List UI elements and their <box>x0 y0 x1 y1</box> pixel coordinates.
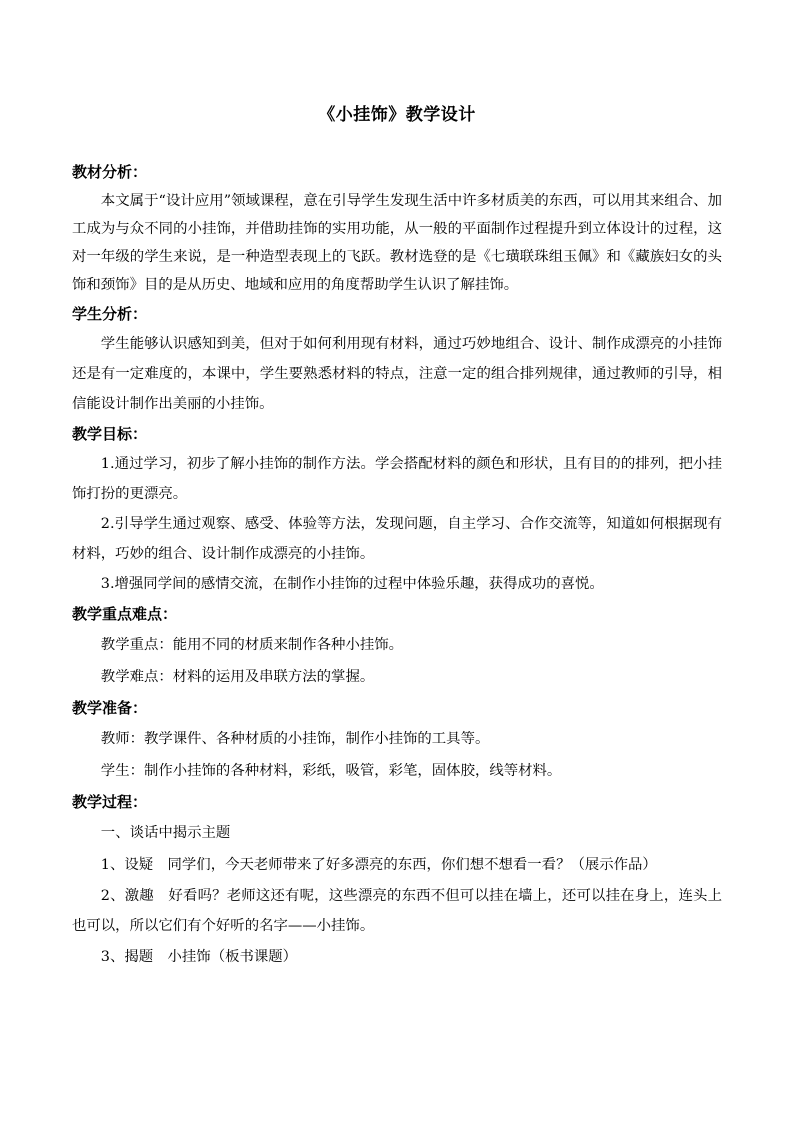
objective-item-1: 1.通过学习，初步了解小挂饰的制作方法。学会搭配材料的颜色和形状，且有目的的排列，把小挂饰打扮的更漂亮。 <box>72 456 722 502</box>
preparation-item-student: 学生：制作小挂饰的各种材料，彩纸，吸管，彩笔，固体胶，线等材料。 <box>100 763 562 779</box>
process-item-3: 2、激趣 好看吗？老师这还有呢，这些漂亮的东西不但可以挂在墙上，还可以挂在身上，连头上也可以，所以它们有个好听的名字——小挂饰。 <box>72 888 722 934</box>
heading-key-points: 教学重点难点： <box>72 605 178 623</box>
preparation-item-teacher: 教师：教学课件、各种材质的小挂饰，制作小挂饰的工具等。 <box>100 731 490 747</box>
key-point-item-1: 教学重点：能用不同的材质来制作各种小挂饰。 <box>100 637 404 653</box>
document-title: 《小挂饰》教学设计 <box>318 105 476 125</box>
objective-item-2: 2.引导学生通过观察、感受、体验等方法，发现问题，自主学习、合作交流等，知道如何根据现有材料，巧妙的组合、设计制作成漂亮的小挂饰。 <box>72 516 722 562</box>
process-item-4: 3、揭题 小挂饰（板书课题） <box>100 949 298 965</box>
heading-materials-analysis: 教材分析： <box>72 163 148 181</box>
objective-item-3: 3.增强同学间的感情交流，在制作小挂饰的过程中体验乐趣，获得成功的喜悦。 <box>100 576 604 592</box>
heading-preparation: 教学准备： <box>72 699 148 717</box>
heading-process: 教学过程： <box>72 793 148 811</box>
heading-objectives: 教学目标： <box>72 425 148 443</box>
document-page <box>72 100 722 973</box>
process-item-2: 1、设疑 同学们，今天老师带来了好多漂亮的东西，你们想不想看一看？（展示作品） <box>100 857 657 873</box>
key-point-item-2: 教学难点：材料的运用及串联方法的掌握。 <box>100 669 375 685</box>
heading-student-analysis: 学生分析： <box>72 305 148 323</box>
paragraph-materials-analysis: 本文属于“设计应用”领域课程，意在引导学生发现生活中许多材质美的东西，可以用其来组合、加工成为与众不同的小挂饰，并借助挂饰的实用功能，从一般的平面制作过程提升到立体设计的过程，这对一年级的学生来说，是一种造型表现上的飞跃。教材选登的是《七璜联珠组玉佩》和《藏族妇女的头饰和颈饰》目的是从历史、地域和应用的角度帮助学生认识了解挂饰。 <box>72 193 722 293</box>
process-item-1: 一、谈话中揭示主题 <box>100 825 231 841</box>
paragraph-student-analysis: 学生能够认识感知到美，但对于如何利用现有材料，通过巧妙地组合、设计、制作成漂亮的小挂饰还是有一定难度的，本课中，学生要熟悉材料的特点，注意一定的组合排列规律，通过教师的引导，相信能设计制作出美丽的小挂饰。 <box>72 336 722 412</box>
